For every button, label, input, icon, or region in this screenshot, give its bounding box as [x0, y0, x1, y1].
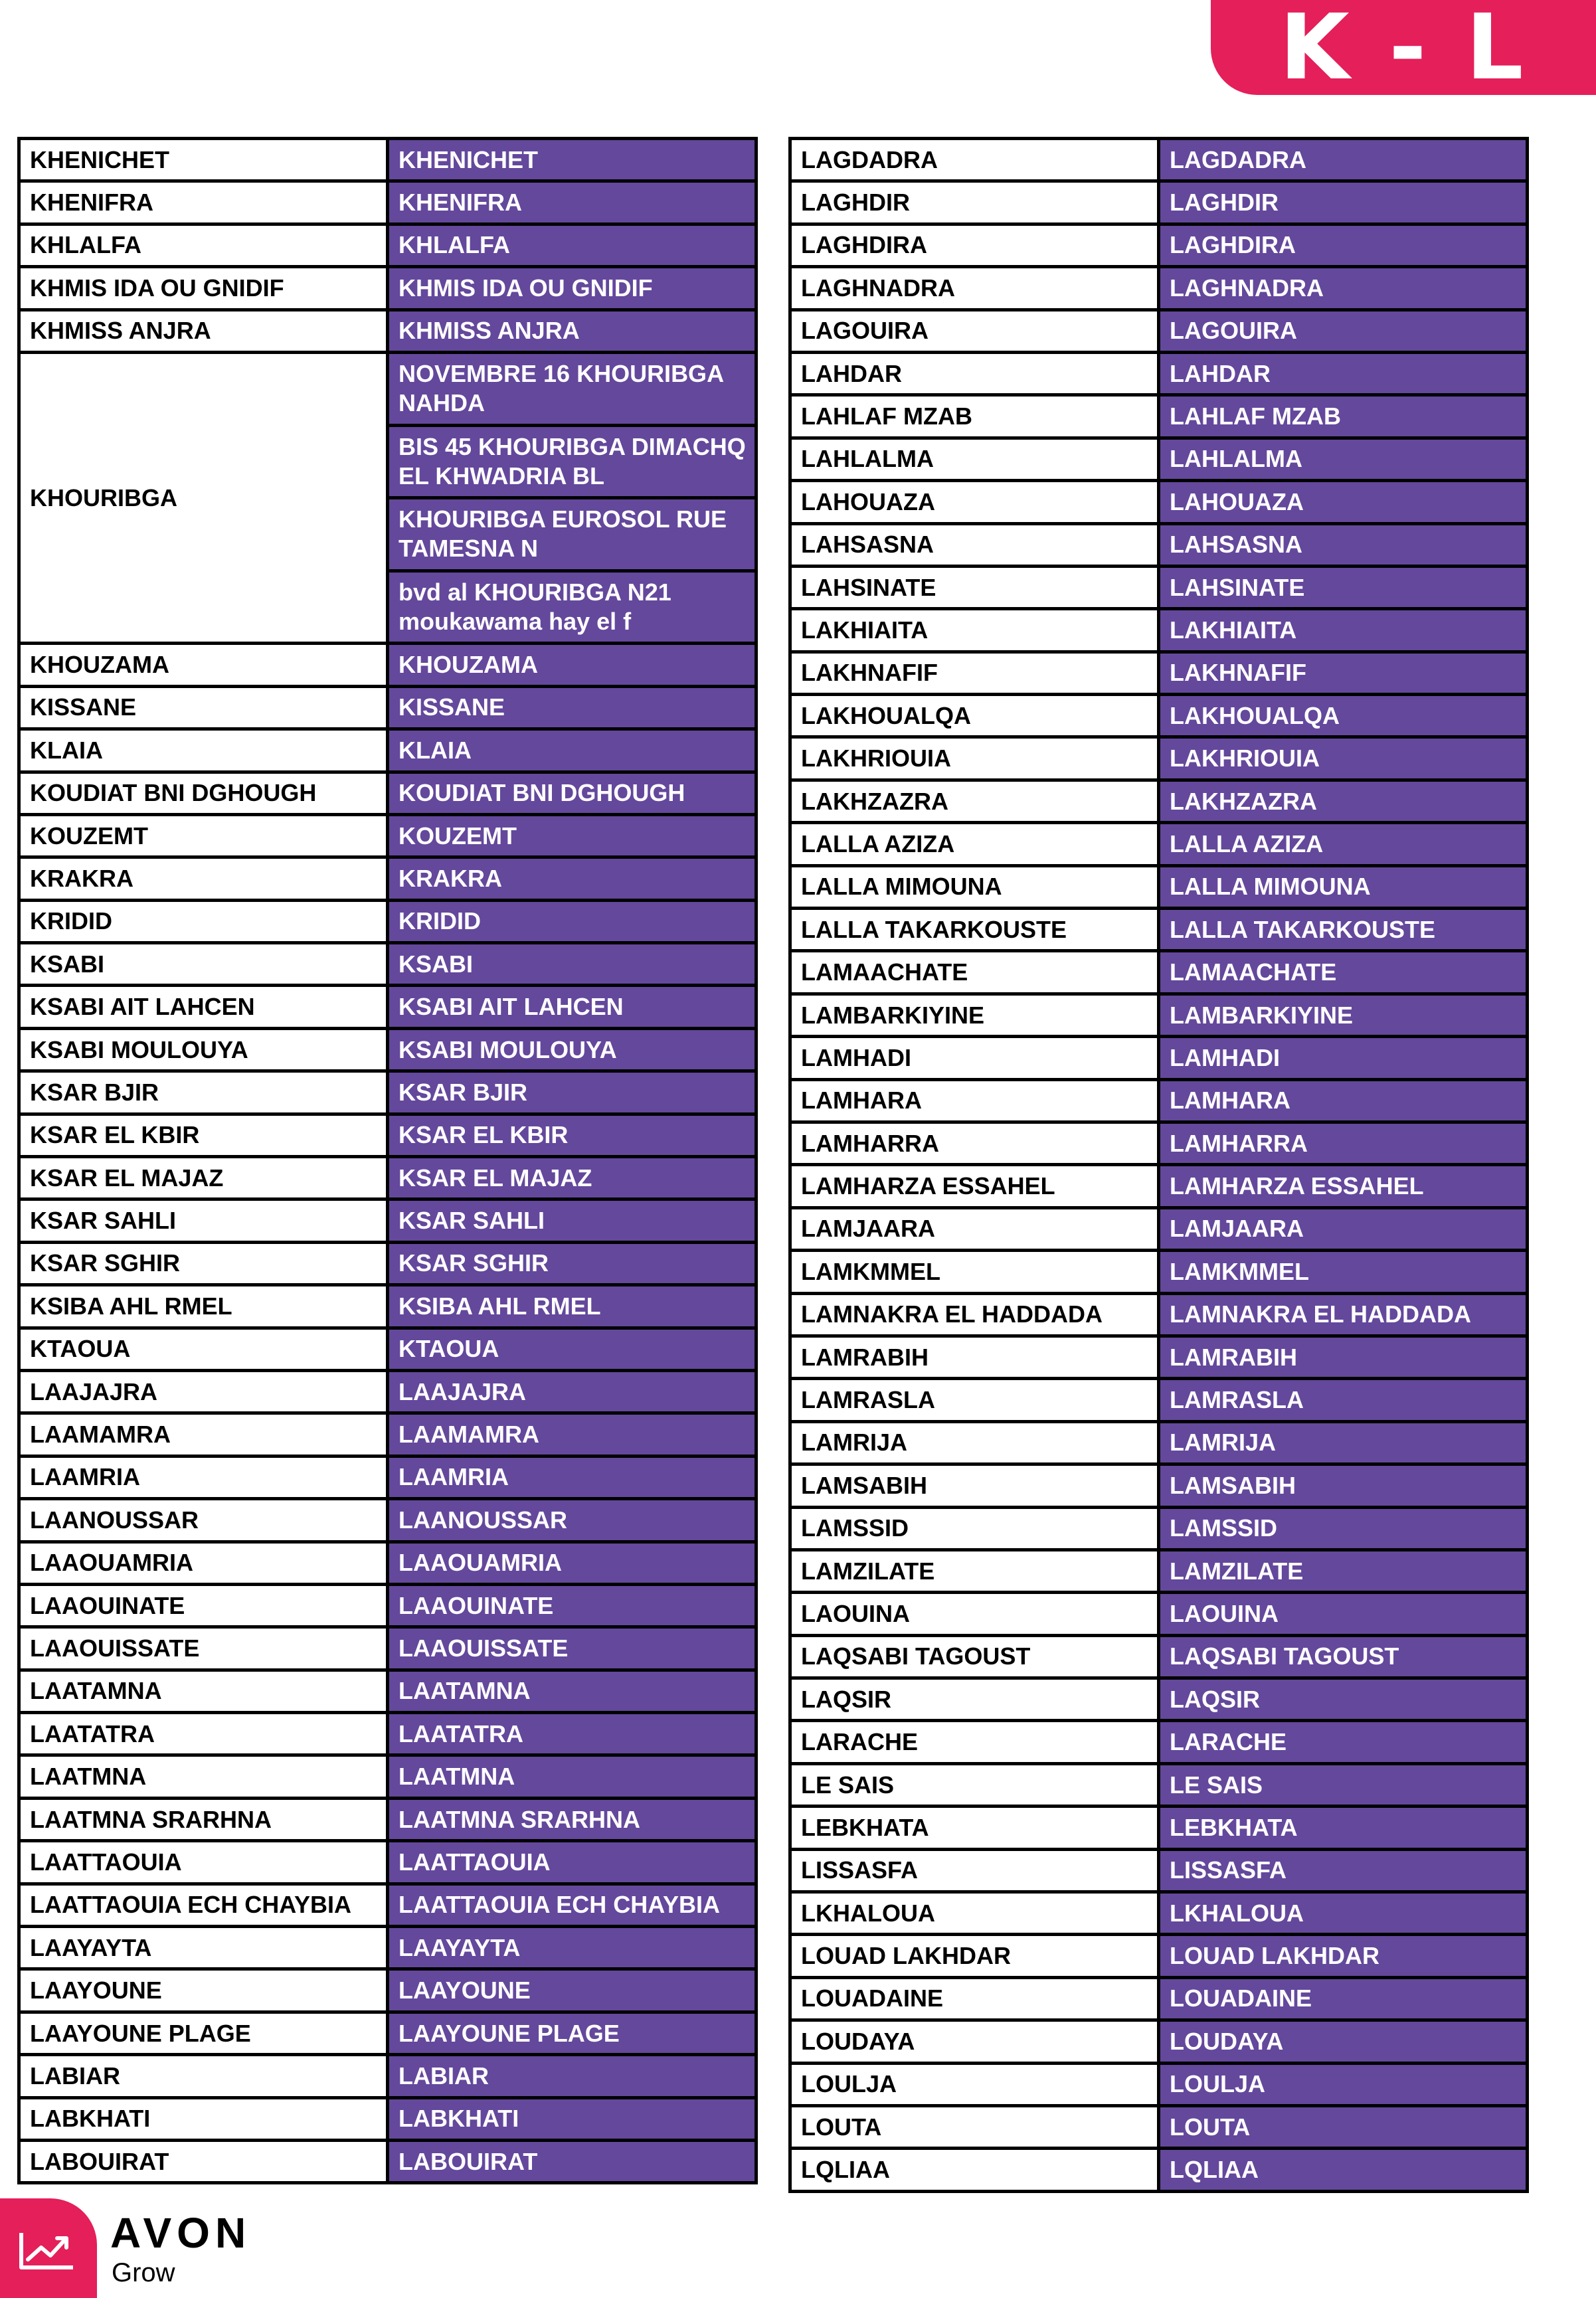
place-name-cell: LAOUINA [790, 1593, 1159, 1635]
place-name-cell: KSAR EL MAJAZ [19, 1157, 388, 1199]
delivery-point-cell: LAHLAF MZAB [1159, 395, 1528, 438]
delivery-point-cell: BIS 45 KHOURIBGA DIMACHQ EL KHWADRIA BL [388, 425, 756, 498]
delivery-point-cell: LAMHARA [1159, 1079, 1528, 1122]
table-row [19, 1542, 756, 1584]
place-name-cell: KHOUZAMA [19, 644, 388, 686]
place-name-cell: LAMJAARA [790, 1207, 1159, 1250]
place-name-cell: LALLA TAKARKOUSTE [790, 909, 1159, 951]
delivery-point-cell: LAAOUINATE [388, 1584, 756, 1627]
place-name-cell: KSIBA AHL RMEL [19, 1285, 388, 1328]
delivery-point-cell: LAAYOUNE PLAGE [388, 2012, 756, 2054]
place-name-cell: LAMAACHATE [790, 951, 1159, 994]
left-table-column [17, 137, 754, 2184]
place-name-cell: KISSANE [19, 686, 388, 729]
table-row [790, 1165, 1528, 1207]
delivery-point-cell: LAGHDIR [1159, 181, 1528, 224]
section-tab-label: K - L [1279, 0, 1528, 100]
table-row [19, 772, 756, 814]
delivery-point-cell: LOUAD LAKHDAR [1159, 1935, 1528, 1977]
delivery-point-cell: LAMRIJA [1159, 1421, 1528, 1464]
right-table-column [788, 137, 1526, 2193]
table-row [19, 1328, 756, 1370]
place-name-cell: KSAR BJIR [19, 1071, 388, 1114]
delivery-point-cell: LAAOUISSATE [388, 1627, 756, 1670]
delivery-point-cell: KLAIA [388, 729, 756, 772]
delivery-point-cell: KRAKRA [388, 857, 756, 900]
table-row [790, 1507, 1528, 1549]
place-name-cell: LAAYOUNE PLAGE [19, 2012, 388, 2054]
delivery-point-cell: KSAR SGHIR [388, 1242, 756, 1284]
delivery-point-cell: KHMISS ANJRA [388, 309, 756, 352]
place-name-cell: LQLIAA [790, 2149, 1159, 2191]
table-row [19, 1199, 756, 1242]
delivery-point-cell: LAMNAKRA EL HADDADA [1159, 1293, 1528, 1336]
table-row [790, 1721, 1528, 1763]
table-row [19, 2097, 756, 2140]
place-name-cell: LAKHOUALQA [790, 695, 1159, 737]
delivery-point-cell: LAKHRIOUIA [1159, 737, 1528, 780]
delivery-point-cell: KISSANE [388, 686, 756, 729]
delivery-point-cell: LEBKHATA [1159, 1807, 1528, 1849]
delivery-point-cell: LAKHNAFIF [1159, 652, 1528, 694]
delivery-point-cell: LOUTA [1159, 2105, 1528, 2148]
table-row [19, 1969, 756, 2012]
delivery-point-cell: LAMKMMEL [1159, 1251, 1528, 1293]
table-row [19, 1413, 756, 1456]
table-row [790, 1892, 1528, 1935]
delivery-point-cell: KHLALFA [388, 224, 756, 266]
table-row [790, 695, 1528, 737]
table-row [19, 1499, 756, 1542]
table-row [790, 865, 1528, 908]
table-row [19, 352, 756, 425]
place-name-cell: LAHDAR [790, 352, 1159, 395]
delivery-point-cell: LAHDAR [1159, 352, 1528, 395]
table-row [19, 1157, 756, 1199]
place-name-cell: LEBKHATA [790, 1807, 1159, 1849]
place-name-cell: LAMHARZA ESSAHEL [790, 1165, 1159, 1207]
delivery-point-cell: KOUDIAT BNI DGHOUGH [388, 772, 756, 814]
table-row [19, 857, 756, 900]
delivery-point-cell: LALLA MIMOUNA [1159, 865, 1528, 908]
table-row [790, 1678, 1528, 1721]
place-name-cell: LARACHE [790, 1721, 1159, 1763]
table-row [790, 1421, 1528, 1464]
table-row [790, 181, 1528, 224]
table-row [790, 1336, 1528, 1378]
table-row [790, 395, 1528, 438]
place-name-cell: KLAIA [19, 729, 388, 772]
place-name-cell: LAATTAOUIA ECH CHAYBIA [19, 1884, 388, 1926]
delivery-point-cell: LAGHNADRA [1159, 267, 1528, 309]
delivery-point-cell: LAATATRA [388, 1713, 756, 1755]
delivery-point-cell: LAMZILATE [1159, 1549, 1528, 1592]
table-row [19, 644, 756, 686]
delivery-point-cell: LAMJAARA [1159, 1207, 1528, 1250]
delivery-point-cell: LAAOUAMRIA [388, 1542, 756, 1584]
table-row [790, 2105, 1528, 2148]
place-name-cell: LAHLAF MZAB [790, 395, 1159, 438]
place-name-cell: LAAOUISSATE [19, 1627, 388, 1670]
delivery-point-cell: LAAJAJRA [388, 1370, 756, 1413]
place-name-cell: LAHSINATE [790, 566, 1159, 608]
place-name-cell: KHLALFA [19, 224, 388, 266]
delivery-point-cell: LAMSABIH [1159, 1464, 1528, 1507]
delivery-point-cell: KHMIS IDA OU GNIDIF [388, 267, 756, 309]
place-name-cell: LOUAD LAKHDAR [790, 1935, 1159, 1977]
delivery-point-cell: LAMRASLA [1159, 1379, 1528, 1421]
delivery-point-cell: KTAOUA [388, 1328, 756, 1370]
delivery-point-cell: KRIDID [388, 900, 756, 942]
table-row [19, 1370, 756, 1413]
table-row [19, 139, 756, 181]
table-row [19, 1285, 756, 1328]
table-row [790, 909, 1528, 951]
table-row [790, 2020, 1528, 2063]
place-name-cell: KOUZEMT [19, 814, 388, 857]
place-name-cell: KTAOUA [19, 1328, 388, 1370]
delivery-point-cell: LAQSABI TAGOUST [1159, 1635, 1528, 1678]
left-location-table [17, 137, 758, 2184]
delivery-point-cell: LAMSSID [1159, 1507, 1528, 1549]
delivery-point-cell: KHENICHET [388, 139, 756, 181]
delivery-point-cell: LQLIAA [1159, 2149, 1528, 2191]
section-tab [1211, 0, 1596, 100]
table-row [790, 1549, 1528, 1592]
delivery-point-cell: KSAR EL MAJAZ [388, 1157, 756, 1199]
delivery-point-cell: KHENIFRA [388, 181, 756, 224]
place-name-cell: LAMSABIH [790, 1464, 1159, 1507]
place-name-cell: KSAR SAHLI [19, 1199, 388, 1242]
place-name-cell: LOUADAINE [790, 1977, 1159, 2020]
table-row [790, 1593, 1528, 1635]
place-name-cell: KHENIFRA [19, 181, 388, 224]
table-row [790, 1849, 1528, 1892]
delivery-point-cell: KOUZEMT [388, 814, 756, 857]
delivery-point-cell: LAANOUSSAR [388, 1499, 756, 1542]
delivery-point-cell: LAATTAOUIA [388, 1841, 756, 1884]
table-row [19, 2141, 756, 2183]
place-name-cell: KRAKRA [19, 857, 388, 900]
table-row [790, 1037, 1528, 1079]
place-name-cell: LAKHRIOUIA [790, 737, 1159, 780]
delivery-point-cell: LAMBARKIYINE [1159, 994, 1528, 1036]
place-name-cell: LOUTA [790, 2105, 1159, 2148]
place-name-cell: LOULJA [790, 2063, 1159, 2105]
table-row [19, 900, 756, 942]
delivery-point-cell: NOVEMBRE 16 KHOURIBGA NAHDA [388, 352, 756, 425]
table-row [790, 2149, 1528, 2191]
place-name-cell: LAANOUSSAR [19, 1499, 388, 1542]
place-name-cell: LAAJAJRA [19, 1370, 388, 1413]
delivery-point-cell: LAMHARZA ESSAHEL [1159, 1165, 1528, 1207]
delivery-point-cell: LAATMNA SRARHNA [388, 1798, 756, 1840]
delivery-point-cell: LAHSINATE [1159, 566, 1528, 608]
place-name-cell: LAMBARKIYINE [790, 994, 1159, 1036]
table-row [790, 267, 1528, 309]
place-name-cell: KRIDID [19, 900, 388, 942]
brand-subtitle: Grow [112, 2258, 175, 2287]
table-row [19, 1028, 756, 1071]
brand-name: AVON [110, 2209, 252, 2257]
place-name-cell: LAAOUAMRIA [19, 1542, 388, 1584]
place-name-cell: LAAMAMRA [19, 1413, 388, 1456]
delivery-point-cell: LAATAMNA [388, 1670, 756, 1712]
delivery-point-cell: LALLA AZIZA [1159, 823, 1528, 865]
table-row [19, 1071, 756, 1114]
place-name-cell: LAGHDIRA [790, 224, 1159, 266]
table-row [19, 943, 756, 986]
delivery-point-cell: LARACHE [1159, 1721, 1528, 1763]
place-name-cell: LAMRASLA [790, 1379, 1159, 1421]
table-row [19, 1755, 756, 1798]
table-row [19, 986, 756, 1028]
place-name-cell: KSABI MOULOUYA [19, 1028, 388, 1071]
table-row [790, 994, 1528, 1036]
place-name-cell: LAMSSID [790, 1507, 1159, 1549]
right-location-table [788, 137, 1529, 2193]
place-name-cell: LAGOUIRA [790, 309, 1159, 352]
delivery-point-cell: KSAR EL KBIR [388, 1114, 756, 1156]
table-row [19, 686, 756, 729]
place-name-cell: LAATMNA [19, 1755, 388, 1798]
place-name-cell: KHOURIBGA [19, 352, 388, 643]
table-row [790, 1635, 1528, 1678]
table-row [19, 1627, 756, 1670]
table-row [19, 1670, 756, 1712]
place-name-cell: LAKHNAFIF [790, 652, 1159, 694]
delivery-point-cell: LISSASFA [1159, 1849, 1528, 1892]
place-name-cell: KSABI [19, 943, 388, 986]
table-row [19, 1242, 756, 1284]
place-name-cell: LABIAR [19, 2055, 388, 2097]
table-row [790, 1464, 1528, 1507]
place-name-cell: LAAYOUNE [19, 1969, 388, 2012]
table-row [790, 1935, 1528, 1977]
table-row [19, 814, 756, 857]
table-row [19, 1798, 756, 1840]
table-row [790, 352, 1528, 395]
delivery-point-cell: LAHSASNA [1159, 523, 1528, 566]
table-row [19, 1713, 756, 1755]
place-name-cell: LAGDADRA [790, 139, 1159, 181]
table-row [19, 181, 756, 224]
delivery-point-cell: KSIBA AHL RMEL [388, 1285, 756, 1328]
growth-chart-icon [0, 2198, 97, 2298]
table-row [790, 823, 1528, 865]
place-name-cell: LAATTAOUIA [19, 1841, 388, 1884]
place-name-cell: LAKHZAZRA [790, 780, 1159, 822]
table-row [790, 139, 1528, 181]
place-name-cell: LAHSASNA [790, 523, 1159, 566]
table-row [19, 1841, 756, 1884]
delivery-point-cell: KSAR SAHLI [388, 1199, 756, 1242]
place-name-cell: LOUDAYA [790, 2020, 1159, 2063]
table-row [790, 1807, 1528, 1849]
delivery-point-cell: LAGHDIRA [1159, 224, 1528, 266]
table-row [19, 729, 756, 772]
delivery-point-cell: LAMHADI [1159, 1037, 1528, 1079]
place-name-cell: LAGHDIR [790, 181, 1159, 224]
place-name-cell: LABOUIRAT [19, 2141, 388, 2183]
table-row [790, 1293, 1528, 1336]
place-name-cell: LAMZILATE [790, 1549, 1159, 1592]
place-name-cell: LAQSIR [790, 1678, 1159, 1721]
delivery-point-cell: LAHOUAZA [1159, 481, 1528, 523]
table-row [19, 1114, 756, 1156]
delivery-point-cell: LAKHOUALQA [1159, 695, 1528, 737]
table-row [790, 523, 1528, 566]
place-name-cell: LAMRIJA [790, 1421, 1159, 1464]
delivery-point-cell: LAMAACHATE [1159, 951, 1528, 994]
delivery-point-cell: LKHALOUA [1159, 1892, 1528, 1935]
delivery-point-cell: KSABI [388, 943, 756, 986]
delivery-point-cell: bvd al KHOURIBGA N21 moukawama hay el f [388, 571, 756, 644]
delivery-point-cell: LAGDADRA [1159, 139, 1528, 181]
place-name-cell: LAATAMNA [19, 1670, 388, 1712]
delivery-point-cell: LAATMNA [388, 1755, 756, 1798]
place-name-cell: LAAYAYTA [19, 1927, 388, 1969]
table-row [790, 1122, 1528, 1164]
table-row [790, 609, 1528, 652]
place-name-cell: LALLA MIMOUNA [790, 865, 1159, 908]
place-name-cell: LISSASFA [790, 1849, 1159, 1892]
delivery-point-cell: LAKHIAITA [1159, 609, 1528, 652]
delivery-point-cell: LAAMRIA [388, 1456, 756, 1498]
delivery-point-cell: KSAR BJIR [388, 1071, 756, 1114]
delivery-point-cell: LAAYAYTA [388, 1927, 756, 1969]
delivery-point-cell: KSABI MOULOUYA [388, 1028, 756, 1071]
table-row [790, 1763, 1528, 1806]
place-name-cell: LAMHARA [790, 1079, 1159, 1122]
delivery-point-cell: LE SAIS [1159, 1763, 1528, 1806]
delivery-point-cell: LAHLALMA [1159, 438, 1528, 480]
table-row [19, 267, 756, 309]
delivery-point-cell: KHOUZAMA [388, 644, 756, 686]
place-name-cell: KSAR SGHIR [19, 1242, 388, 1284]
delivery-point-cell: LAATTAOUIA ECH CHAYBIA [388, 1884, 756, 1926]
place-name-cell: LAMHARRA [790, 1122, 1159, 1164]
table-row [19, 1456, 756, 1498]
table-row [19, 1927, 756, 1969]
delivery-point-cell: LOULJA [1159, 2063, 1528, 2105]
table-row [790, 780, 1528, 822]
delivery-point-cell: LABOUIRAT [388, 2141, 756, 2183]
table-row [19, 2055, 756, 2097]
place-name-cell: LAHOUAZA [790, 481, 1159, 523]
place-name-cell: LAMHADI [790, 1037, 1159, 1079]
place-name-cell: LKHALOUA [790, 1892, 1159, 1935]
table-row [790, 1079, 1528, 1122]
place-name-cell: LAMNAKRA EL HADDADA [790, 1293, 1159, 1336]
table-row [790, 1251, 1528, 1293]
table-row [19, 309, 756, 352]
delivery-point-cell: LAQSIR [1159, 1678, 1528, 1721]
delivery-point-cell: KSABI AIT LAHCEN [388, 986, 756, 1028]
table-row [19, 1584, 756, 1627]
table-row [790, 737, 1528, 780]
table-row [790, 951, 1528, 994]
brand-logo [0, 2198, 279, 2298]
delivery-point-cell: LAGOUIRA [1159, 309, 1528, 352]
table-row [790, 1977, 1528, 2020]
place-name-cell: LAKHIAITA [790, 609, 1159, 652]
table-row [790, 224, 1528, 266]
delivery-point-cell: LOUDAYA [1159, 2020, 1528, 2063]
table-row [790, 1379, 1528, 1421]
delivery-point-cell: LAOUINA [1159, 1593, 1528, 1635]
delivery-point-cell: LAKHZAZRA [1159, 780, 1528, 822]
place-name-cell: KHMIS IDA OU GNIDIF [19, 267, 388, 309]
table-row [790, 481, 1528, 523]
place-name-cell: LAAMRIA [19, 1456, 388, 1498]
delivery-point-cell: LABIAR [388, 2055, 756, 2097]
place-name-cell: LAGHNADRA [790, 267, 1159, 309]
place-name-cell: LE SAIS [790, 1763, 1159, 1806]
place-name-cell: LAQSABI TAGOUST [790, 1635, 1159, 1678]
place-name-cell: KSAR EL KBIR [19, 1114, 388, 1156]
delivery-point-cell: LAMHARRA [1159, 1122, 1528, 1164]
table-row [790, 566, 1528, 608]
place-name-cell: LAATATRA [19, 1713, 388, 1755]
place-name-cell: LAMKMMEL [790, 1251, 1159, 1293]
delivery-point-cell: LAAMAMRA [388, 1413, 756, 1456]
table-row [790, 438, 1528, 480]
place-name-cell: KOUDIAT BNI DGHOUGH [19, 772, 388, 814]
table-row [790, 309, 1528, 352]
place-name-cell: LABKHATI [19, 2097, 388, 2140]
place-name-cell: KHMISS ANJRA [19, 309, 388, 352]
table-row [19, 2012, 756, 2054]
place-name-cell: LAATMNA SRARHNA [19, 1798, 388, 1840]
place-name-cell: LALLA AZIZA [790, 823, 1159, 865]
table-row [790, 2063, 1528, 2105]
place-name-cell: KSABI AIT LAHCEN [19, 986, 388, 1028]
delivery-point-cell: LOUADAINE [1159, 1977, 1528, 2020]
table-row [790, 1207, 1528, 1250]
table-row [19, 224, 756, 266]
table-row [790, 652, 1528, 694]
delivery-point-cell: LALLA TAKARKOUSTE [1159, 909, 1528, 951]
delivery-point-cell: LABKHATI [388, 2097, 756, 2140]
delivery-point-cell: LAMRABIH [1159, 1336, 1528, 1378]
place-name-cell: KHENICHET [19, 139, 388, 181]
delivery-point-cell: KHOURIBGA EUROSOL RUE TAMESNA N [388, 498, 756, 571]
place-name-cell: LAAOUINATE [19, 1584, 388, 1627]
place-name-cell: LAMRABIH [790, 1336, 1159, 1378]
table-row [19, 1884, 756, 1926]
delivery-point-cell: LAAYOUNE [388, 1969, 756, 2012]
place-name-cell: LAHLALMA [790, 438, 1159, 480]
